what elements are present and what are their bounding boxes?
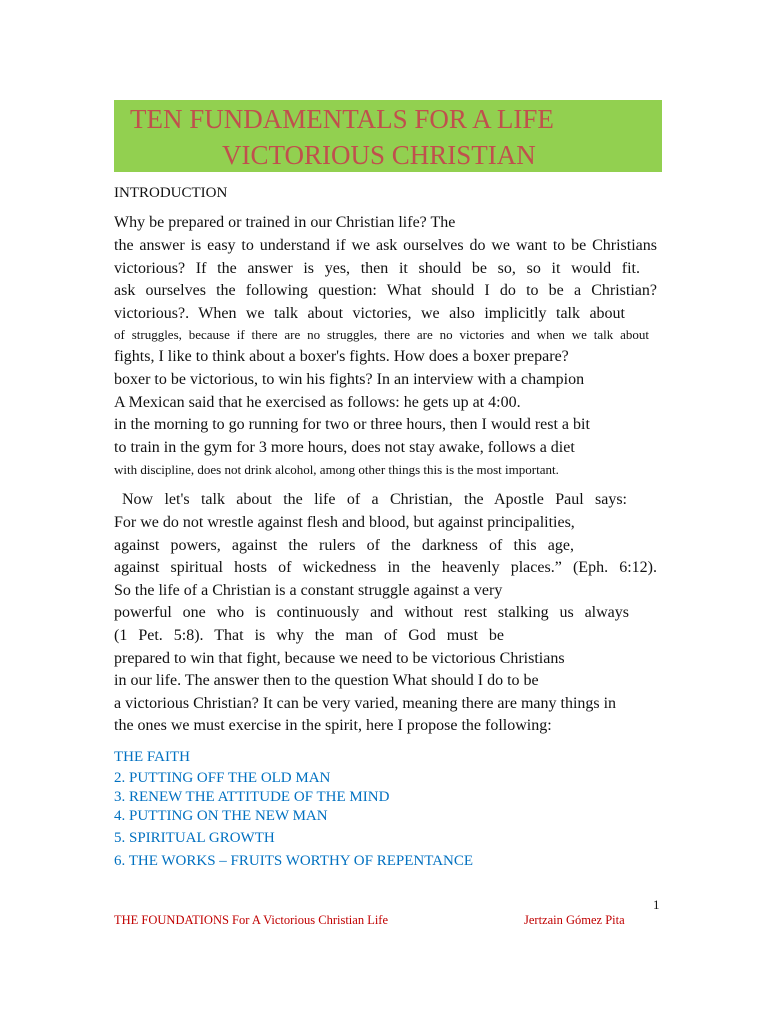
section-heading: INTRODUCTION	[114, 185, 228, 201]
list-item: 3. RENEW THE ATTITUDE OF THE MIND	[114, 789, 390, 805]
paragraph-line: the ones we must exercise in the spirit, here I propose the following:	[114, 717, 552, 734]
paragraph-line: prepared to win that fight, because we need to be victorious Christians	[114, 650, 565, 667]
paragraph-line: against spiritual hosts of wickedness in the heavenly places.” (Eph. 6:12).	[114, 559, 657, 576]
footer-author: Jertzain Gómez Pita	[524, 913, 625, 927]
footer-title: THE FOUNDATIONS For A Victorious Christian Life	[114, 913, 389, 927]
paragraph-line: boxer to be victorious, to win his fights? In an interview with a champion	[114, 371, 585, 388]
list-item: THE FAITH	[114, 749, 190, 765]
paragraph-line: against powers, against the rulers of the darkness of this age,	[114, 537, 574, 554]
paragraph-line: with discipline, does not drink alcohol, among other things this is the most important.	[114, 462, 559, 477]
paragraph-line: a victorious Christian? It can be very varied, meaning there are many things in	[114, 695, 617, 712]
paragraph-line: powerful one who is continuously and without rest stalking us always	[114, 604, 629, 621]
paragraph-line: For we do not wrestle against flesh and blood, but against principalities,	[114, 514, 575, 531]
paragraph-line: victorious?. When we talk about victories, we also implicitly talk about	[114, 305, 625, 322]
paragraph-line: of struggles, because if there are no struggles, there are no victories and when we talk about	[114, 327, 649, 342]
paragraph-line: fights, I like to think about a boxer's fights. How does a boxer prepare?	[114, 348, 569, 365]
list-item: 2. PUTTING OFF THE OLD MAN	[114, 770, 331, 786]
document-title-line-2: VICTORIOUS CHRISTIAN	[222, 140, 536, 170]
paragraph-line: in our life. The answer then to the question What should I do to be	[114, 672, 539, 689]
paragraph-line: victorious? If the answer is yes, then it should be so, so it would fit.	[114, 260, 640, 277]
paragraph-line: Now let's talk about the life of a Christian, the Apostle Paul says:	[122, 491, 627, 508]
document-title-line-1: TEN FUNDAMENTALS FOR A LIFE	[130, 104, 554, 134]
list-item: 5. SPIRITUAL GROWTH	[114, 830, 275, 846]
paragraph-line: the answer is easy to understand if we ask ourselves do we want to be Christians	[114, 237, 657, 254]
page-number: 1	[653, 897, 660, 912]
paragraph-line: to train in the gym for 3 more hours, does not stay awake, follows a diet	[114, 439, 575, 456]
paragraph-line: (1 Pet. 5:8). That is why the man of God must be	[114, 627, 504, 644]
paragraph-line: A Mexican said that he exercised as follows: he gets up at 4:00.	[114, 394, 521, 411]
list-item: 4. PUTTING ON THE NEW MAN	[114, 808, 328, 824]
list-item: 6. THE WORKS – FRUITS WORTHY OF REPENTANCE	[114, 853, 474, 869]
paragraph-line: ask ourselves the following question: What should I do to be a Christian?	[114, 282, 657, 299]
paragraph-line: Why be prepared or trained in our Christian life? The	[114, 214, 456, 231]
paragraph-line: So the life of a Christian is a constant struggle against a very	[114, 582, 503, 599]
paragraph-line: in the morning to go running for two or three hours, then I would rest a bit	[114, 416, 590, 433]
